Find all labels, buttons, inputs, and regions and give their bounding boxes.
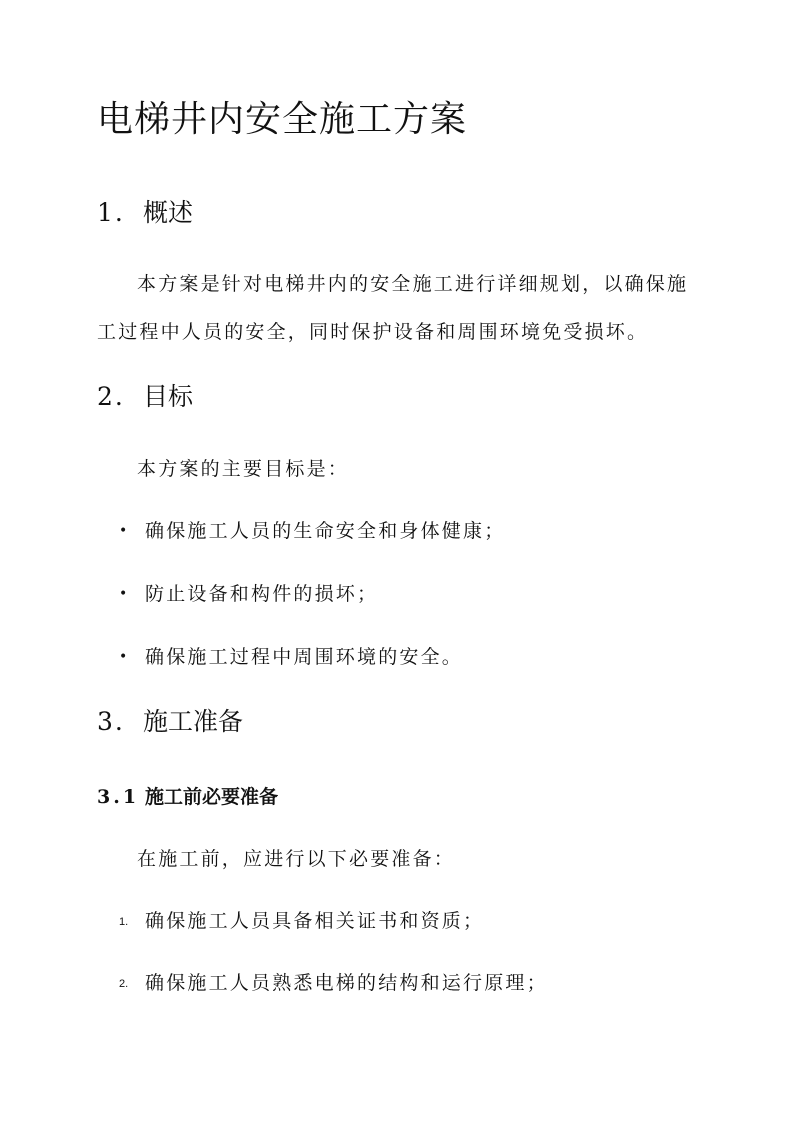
bullet-icon: • (119, 649, 128, 665)
list-item (97, 644, 463, 670)
bullet-icon: • (119, 523, 128, 539)
list-item (97, 581, 378, 607)
subsection-3-1-intro: 在施工前，应进行以下必要准备： (137, 848, 456, 870)
document-title: 电梯井内安全施工方案 (97, 99, 468, 140)
list-item-number: 1. (119, 916, 129, 928)
subsection-3-1-title: 施工前必要准备 (145, 786, 279, 808)
list-item-text: 确保施工人员具备相关证书和资质； (145, 910, 485, 932)
section-3-heading (97, 705, 243, 739)
section-2-title: 目标 (143, 382, 194, 411)
section-1-number: 1. (97, 198, 125, 227)
subsection-3-1-heading (97, 784, 278, 810)
list-item (97, 970, 548, 997)
bullet-text: 确保施工人员的生命安全和身体健康； (145, 520, 506, 542)
section-2-number: 2. (97, 382, 125, 411)
list-item (97, 518, 505, 544)
list-item-text: 确保施工人员熟悉电梯的结构和运行原理； (145, 972, 548, 994)
section-1-paragraph: 本方案是针对电梯井内的安全施工进行详细规划，以确保施工过程中人员的安全，同时保护设备和周围环境免受损坏。 (97, 273, 689, 343)
section-1-heading (97, 196, 193, 230)
section-3-number: 3. (97, 707, 125, 736)
section-2-intro: 本方案的主要目标是： (137, 458, 350, 480)
section-1-title: 概述 (143, 198, 194, 227)
list-item-number: 2. (119, 978, 129, 990)
subsection-3-1-number: 3.1 (97, 786, 140, 808)
list-item (97, 908, 484, 935)
section-2-heading (97, 380, 193, 414)
bullet-icon: • (119, 586, 128, 602)
bullet-text: 确保施工过程中周围环境的安全。 (145, 646, 464, 668)
bullet-text: 防止设备和构件的损坏； (145, 583, 379, 605)
section-3-title: 施工准备 (143, 707, 244, 736)
